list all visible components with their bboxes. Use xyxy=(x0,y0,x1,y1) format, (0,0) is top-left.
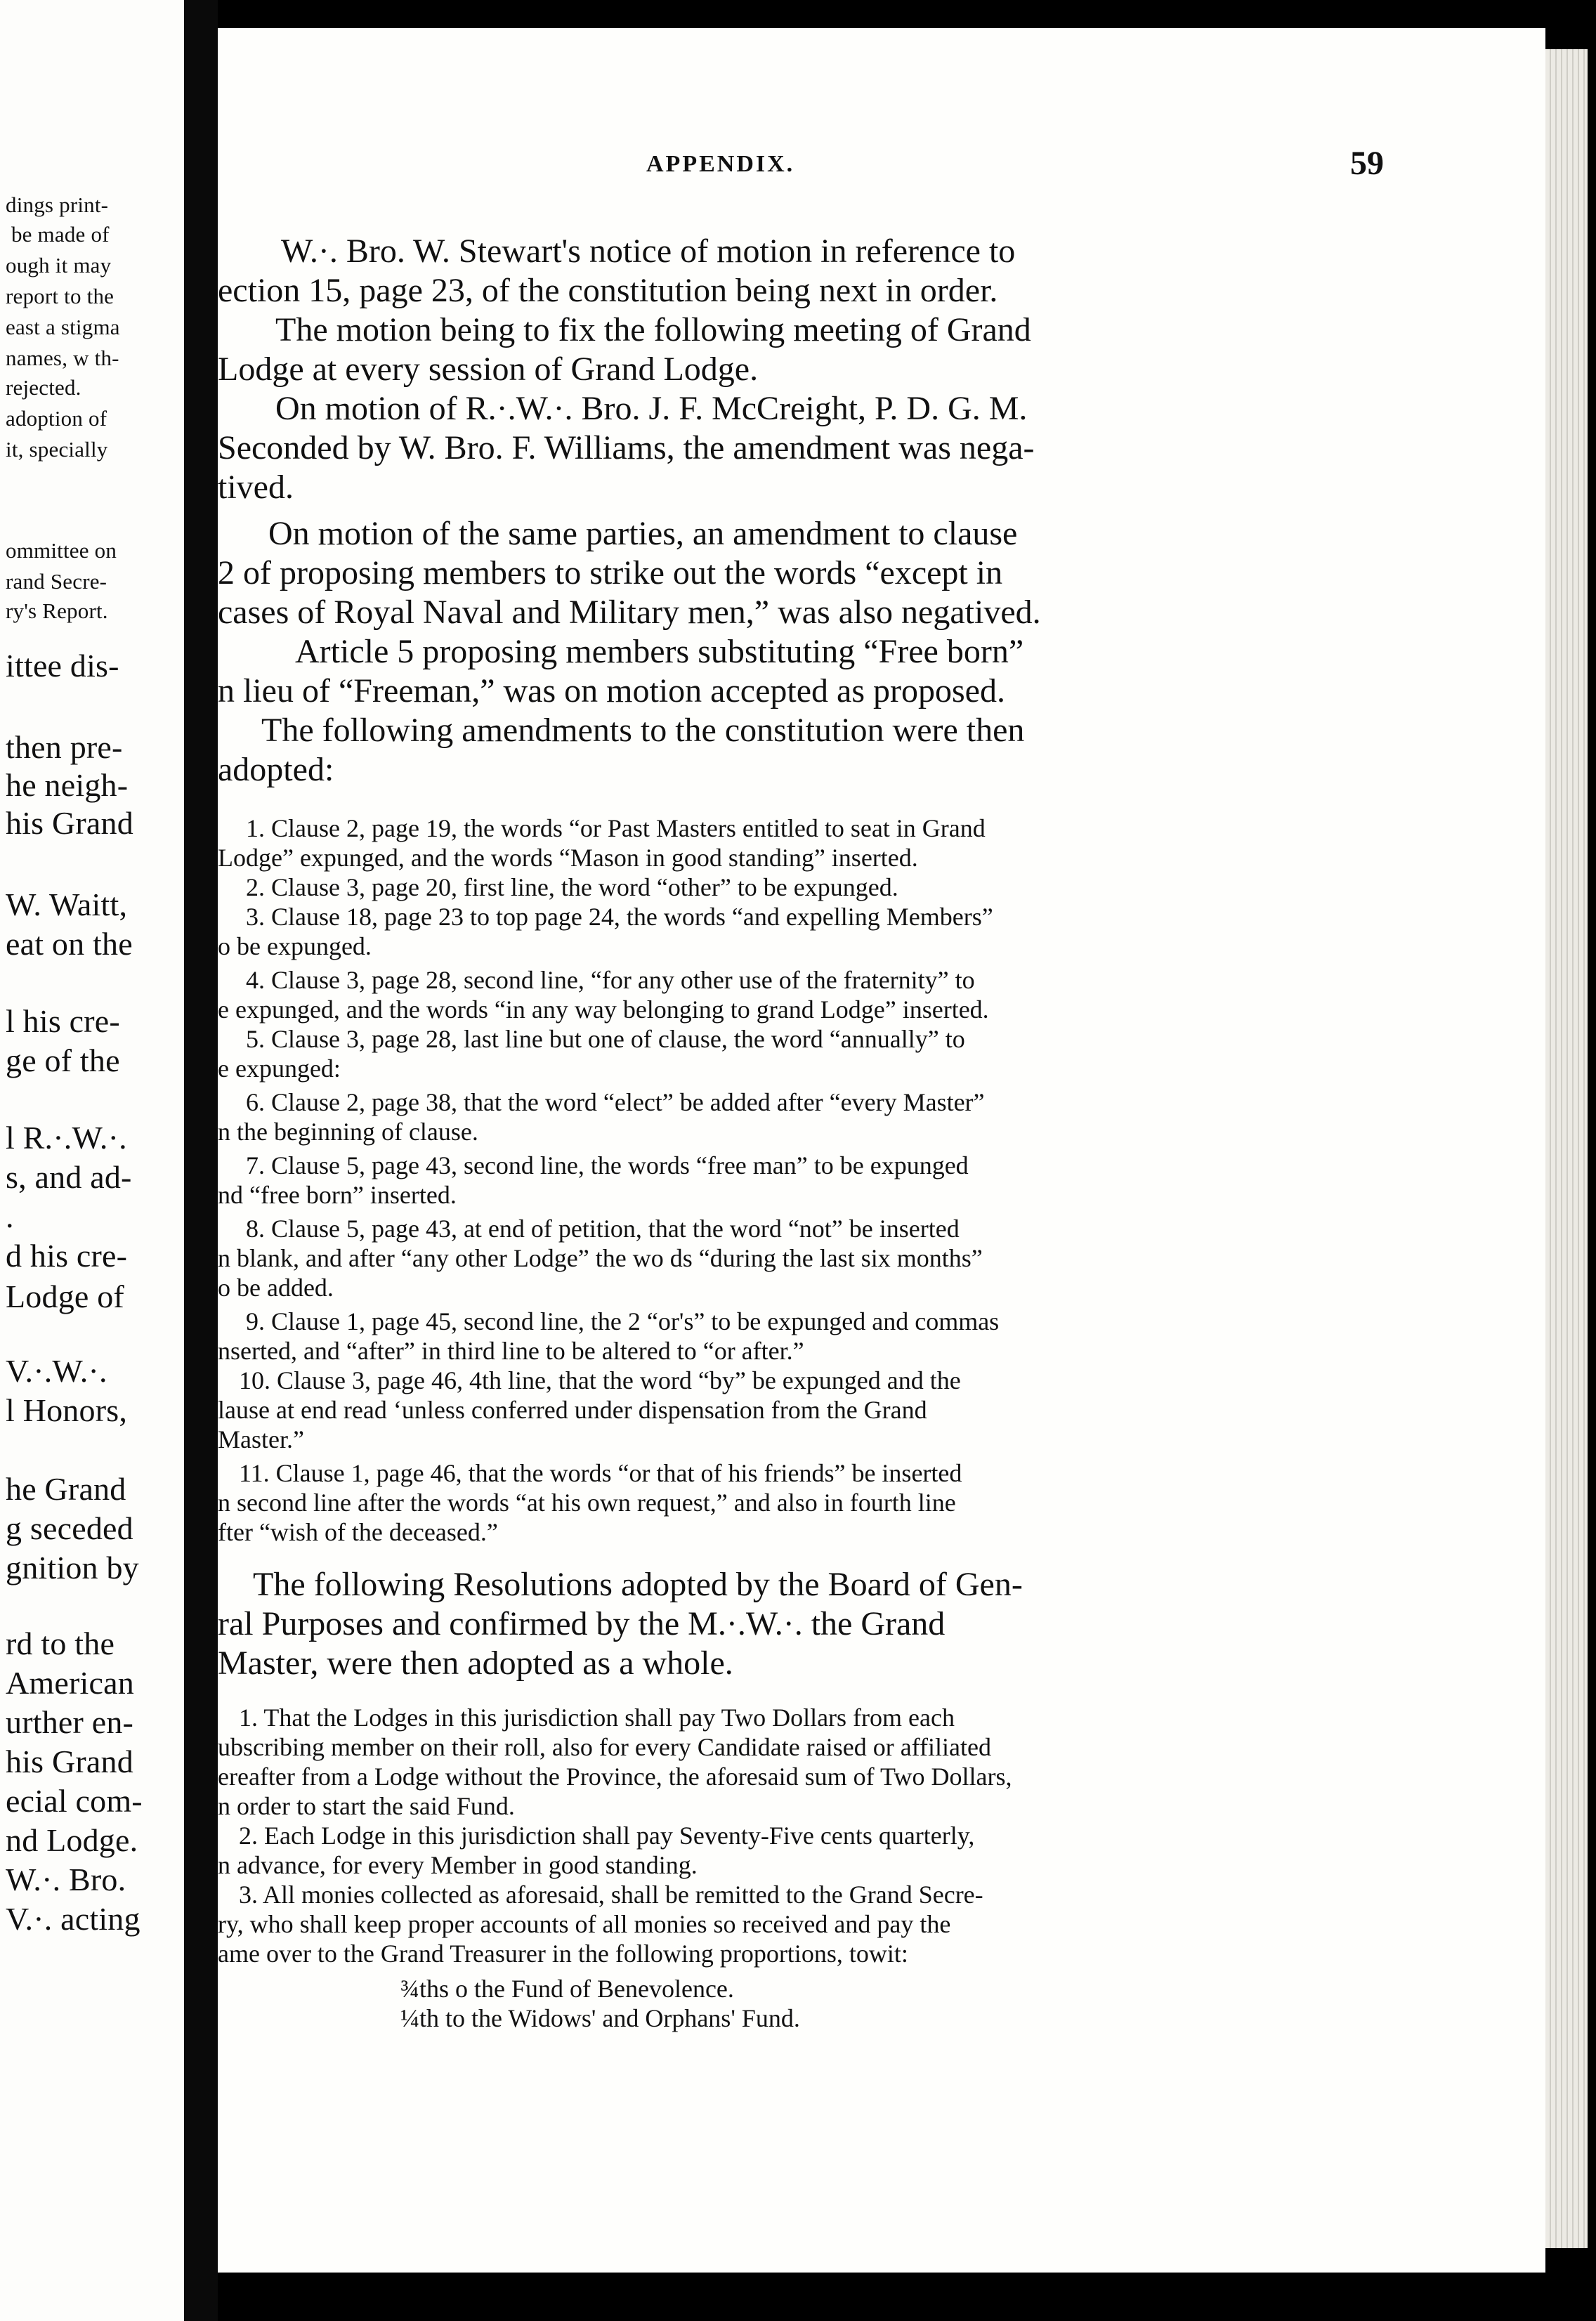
amendment-line: nserted, and “after” in third line to be altered to “or after.” xyxy=(218,1337,804,1365)
left-fragment: ecial com- xyxy=(6,1783,143,1819)
left-fragment: eat on the xyxy=(6,926,133,962)
left-fragment: ​ be made of xyxy=(6,222,110,247)
left-fragment: s, and ad- xyxy=(6,1159,132,1195)
left-fragment: V.·. acting xyxy=(6,1901,140,1937)
left-fragment: dings print- xyxy=(6,192,109,217)
resolution-line: 3. All monies collected as aforesaid, shall be remitted to the Grand Secre- xyxy=(239,1881,983,1909)
body-line: The following amendments to the constitution were then xyxy=(261,712,1025,749)
amendment-line: o be added. xyxy=(218,1274,334,1302)
amendment-line: n blank, and after “any other Lodge” the wo ds “during the last six months” xyxy=(218,1244,983,1272)
left-fragment: l R.·.W.·. xyxy=(6,1120,127,1156)
resolutions-intro-line: The following Resolutions adopted by the Board of Gen- xyxy=(253,1566,1023,1603)
amendment-line: lause at end read ‘unless conferred under dispensation from the Grand xyxy=(218,1396,927,1424)
left-fragment: American xyxy=(6,1665,134,1701)
amendment-line: nd “free born” inserted. xyxy=(218,1181,457,1209)
page-number: 59 xyxy=(1350,145,1384,182)
amendment-line: 2. Clause 3, page 20, first line, the word “other” to be expunged. xyxy=(246,873,898,901)
left-fragment: rejected. xyxy=(6,375,81,400)
body-line: On motion of the same parties, an amendment to clause xyxy=(268,515,1018,552)
left-fragment: ommittee on xyxy=(6,538,117,563)
amendment-line: Lodge” expunged, and the words “Mason in good standing” inserted. xyxy=(218,844,918,872)
body-line: On motion of R.·.W.·. Bro. J. F. McCreight, P. D. G. M. xyxy=(275,390,1028,427)
left-fragment: his Grand xyxy=(6,1744,133,1779)
left-page xyxy=(0,0,184,2321)
amendment-line: 8. Clause 5, page 43, at end of petition, that the word “not” be inserted xyxy=(246,1215,960,1243)
left-fragment: rand Secre- xyxy=(6,569,107,594)
amendment-line: e expunged: xyxy=(218,1054,341,1083)
left-fragment: l his cre- xyxy=(6,1003,120,1039)
left-fragment: it, specially xyxy=(6,437,108,462)
amendment-line: 4. Clause 3, page 28, second line, “for any other use of the fraternity” to xyxy=(246,966,975,994)
resolution-line: ereafter from a Lodge without the Province, the aforesaid sum of Two Dollars, xyxy=(218,1763,1012,1791)
resolution-line: ubscribing member on their roll, also for every Candidate raised or affiliated xyxy=(218,1733,991,1761)
book-gutter xyxy=(184,0,218,2321)
page-edges xyxy=(1545,49,1588,2248)
left-fragment: d his cre- xyxy=(6,1238,128,1274)
left-fragment: Lodge of xyxy=(6,1279,124,1314)
left-fragment: his Grand xyxy=(6,805,133,841)
left-fragment: ge of the xyxy=(6,1042,120,1078)
amendment-line: 5. Clause 3, page 28, last line but one of clause, the word “annually” to xyxy=(246,1025,965,1053)
body-line: Article 5 proposing members substituting “Free born” xyxy=(295,633,1024,670)
fund-line: ¼th to the Widows' and Orphans' Fund. xyxy=(400,2004,800,2032)
amendment-line: n second line after the words “at his own request,” and also in fourth line xyxy=(218,1489,956,1517)
amendment-line: 3. Clause 18, page 23 to top page 24, the words “and expelling Members” xyxy=(246,903,993,931)
resolutions-intro-line: Master, were then adopted as a whole. xyxy=(218,1645,733,1682)
left-fragment: W.·. Bro. xyxy=(6,1862,126,1897)
left-fragment: he Grand xyxy=(6,1471,126,1507)
amendment-line: o be expunged. xyxy=(218,932,372,960)
body-line: cases of Royal Naval and Military men,” was also negatived. xyxy=(218,594,1041,631)
amendment-line: 11. Clause 1, page 46, that the words “or that of his friends” be inserted xyxy=(239,1459,962,1487)
running-head: APPENDIX. xyxy=(646,151,795,177)
resolution-line: 1. That the Lodges in this jurisdiction shall pay Two Dollars from each xyxy=(239,1704,955,1732)
body-line: ection 15, page 23, of the constitution being next in order. xyxy=(218,272,998,309)
amendment-line: Master.” xyxy=(218,1425,304,1453)
amendment-line: 7. Clause 5, page 43, second line, the words “free man” to be expunged xyxy=(246,1151,969,1179)
amendment-line: 9. Clause 1, page 45, second line, the 2 “or's” to be expunged and commas xyxy=(246,1307,1000,1335)
amendment-line: n the beginning of clause. xyxy=(218,1118,478,1146)
left-fragment: names, w th- xyxy=(6,346,119,370)
left-fragment: g seceded xyxy=(6,1510,133,1546)
left-fragment: rd to the xyxy=(6,1626,115,1661)
body-line: 2 of proposing members to strike out the words “except in xyxy=(218,554,1003,591)
body-line: tived. xyxy=(218,469,294,506)
resolutions-intro-line: ral Purposes and confirmed by the M.·.W.·. the Grand xyxy=(218,1605,946,1642)
left-fragment: . xyxy=(6,1198,14,1234)
resolution-line: 2. Each Lodge in this jurisdiction shall pay Seventy-Five cents quarterly, xyxy=(239,1822,975,1850)
amendment-line: 1. Clause 2, page 19, the words “or Past Masters entitled to seat in Grand xyxy=(246,814,986,842)
left-fragment: ittee dis- xyxy=(6,648,119,684)
left-fragment: l Honors, xyxy=(6,1392,128,1428)
left-fragment: nd Lodge. xyxy=(6,1822,138,1858)
resolution-line: n order to start the said Fund. xyxy=(218,1792,515,1820)
left-fragment: he neigh- xyxy=(6,767,129,803)
amendment-line: e expunged, and the words “in any way belonging to grand Lodge” inserted. xyxy=(218,995,989,1024)
left-fragment: W. Waitt, xyxy=(6,887,128,922)
left-fragment: then pre- xyxy=(6,729,123,765)
resolution-line: n advance, for every Member in good standing. xyxy=(218,1851,698,1879)
amendment-line: fter “wish of the deceased.” xyxy=(218,1518,498,1546)
resolution-line: ry, who shall keep proper accounts of all monies so received and pay the xyxy=(218,1910,951,1938)
left-fragment: V.·.W.·. xyxy=(6,1353,107,1389)
left-fragment: adoption of xyxy=(6,406,107,431)
body-line: Seconded by W. Bro. F. Williams, the amendment was nega- xyxy=(218,429,1035,466)
fund-line: ¾ths o the Fund of Benevolence. xyxy=(400,1975,734,2003)
left-fragment: urther en- xyxy=(6,1704,134,1740)
body-line: Lodge at every session of Grand Lodge. xyxy=(218,351,759,388)
left-fragment: gnition by xyxy=(6,1550,139,1586)
amendment-line: 10. Clause 3, page 46, 4th line, that the word “by” be expunged and the xyxy=(239,1366,961,1394)
left-fragment: east a stigma xyxy=(6,315,120,339)
body-line: adopted: xyxy=(218,751,334,788)
left-fragment: ry's Report. xyxy=(6,599,108,623)
right-page xyxy=(218,28,1545,2273)
body-line: n lieu of “Freeman,” was on motion accepted as proposed. xyxy=(218,672,1005,710)
left-fragment: report to the xyxy=(6,284,115,308)
resolution-line: ame over to the Grand Treasurer in the following proportions, towit: xyxy=(218,1940,908,1968)
left-fragment: ough it may xyxy=(6,253,112,277)
amendment-line: 6. Clause 2, page 38, that the word “elect” be added after “every Master” xyxy=(246,1088,985,1116)
body-line: The motion being to fix the following meeting of Grand xyxy=(275,311,1031,348)
body-line: W.·. Bro. W. Stewart's notice of motion in reference to xyxy=(281,233,1016,270)
